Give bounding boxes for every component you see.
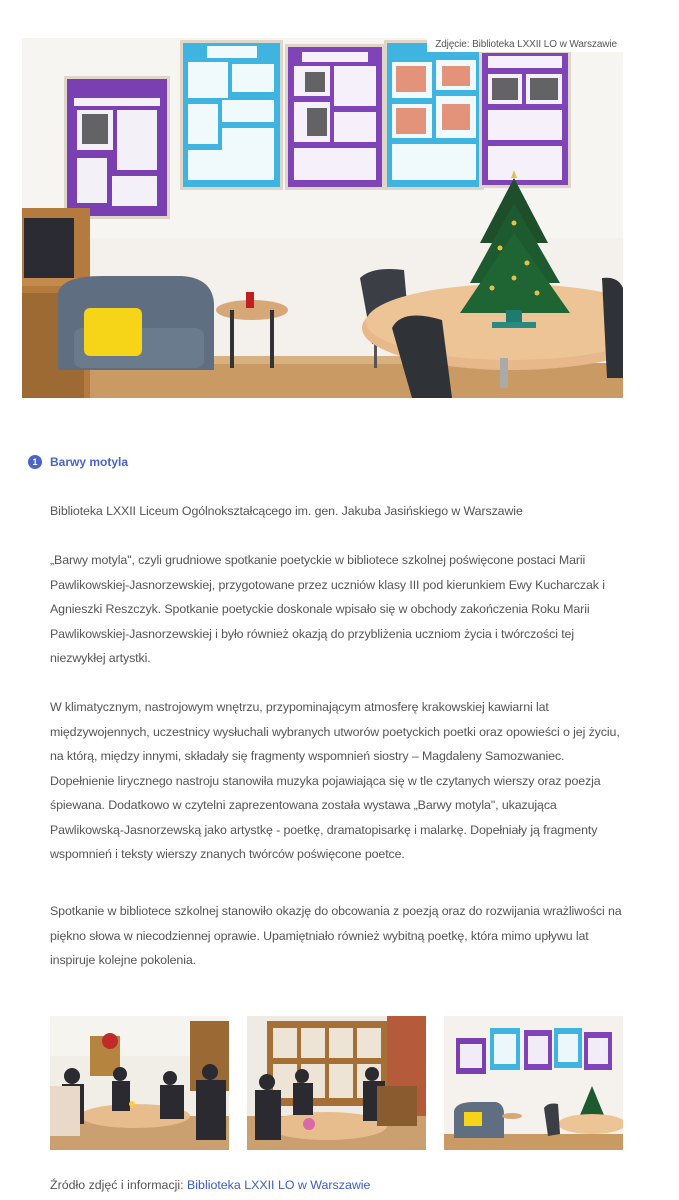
photo-credit-caption: Zdjęcie: Biblioteka LXXII LO w Warszawie: [427, 38, 623, 52]
source-prefix: Źródło zdjęć i informacji:: [50, 1178, 188, 1192]
paragraph-line: Dopełnienie lirycznego nastroju stanowiła muzyka pojawiająca się w tle czytanych wierszy oraz poezja: [50, 773, 601, 788]
article-paragraph-4: [50, 899, 630, 973]
hero-photo: [22, 38, 623, 398]
meeting-students-image: [50, 1016, 229, 1150]
paragraph-line: międzywojennych, uczestnicy wysłuchali wybranych utworów poetyckich poetki oraz opowieści o jej życiu,: [50, 724, 620, 739]
paragraph-line: Biblioteka LXXII Liceum Ogólnokształcącego im. gen. Jakuba Jasińskiego w Warszawie: [50, 504, 523, 518]
gallery-thumbnail-2[interactable]: [247, 1016, 426, 1150]
paragraph-line: śpiewana. Dodatkowo w czytelni zaprezentowana została wystawa „Barwy motyla", ukazująca: [50, 798, 557, 812]
paragraph-line: Pawlikowską-Jasnorzewską jako artystkę - poetkę, dramatopisarkę i malarkę. Dopełniały ją fragmenty: [50, 822, 598, 837]
paragraph-line: W klimatycznym, nastrojowym wnętrzu, przypominającym atmosferę krakowskiej kawiarni lat: [50, 700, 549, 714]
section-number-badge: 1: [28, 455, 42, 469]
paragraph-line: piękno słowa w niecodziennej oprawie. Upamiętniało również wybitną poetkę, która mimo upływu lat: [50, 928, 589, 943]
paragraph-line: wspomnień i teksty wierszy znanych twórców poświęcone poetce.: [50, 847, 405, 861]
gallery-thumbnail-3[interactable]: [444, 1016, 623, 1150]
reading-students-image: [247, 1016, 426, 1150]
article-paragraph-3: [50, 695, 630, 867]
source-credit: [50, 1178, 370, 1192]
library-room-image: [22, 38, 623, 398]
source-link[interactable]: Biblioteka LXXII LO w Warszawie: [187, 1178, 371, 1192]
paragraph-line: Pawlikowskiej-Jasnorzewskiej, przygotowane przez uczniów klasy III pod kierunkiem Ewy Kucharczak i: [50, 577, 605, 592]
exhibition-room-image: [444, 1016, 623, 1150]
article-paragraph-2: [50, 548, 630, 671]
paragraph-line: Pawlikowskiej-Jasnorzewskiej i było również okazją do przybliżenia uczniom życia i twórczości tej: [50, 626, 574, 641]
paragraph-line: niezwykłej artystki.: [50, 651, 151, 665]
paragraph-line: Spotkanie w bibliotece szkolnej stanowiło okazję do obcowania z poezją oraz do rozwijania wrażliwości na: [50, 904, 622, 918]
gallery-thumbnail-1[interactable]: [50, 1016, 229, 1150]
section-title: Barwy motyla: [50, 455, 129, 469]
paragraph-line: na którą, między innymi, składały się fragmenty wspomnień siostry – Magdaleny Samozwaniec.: [50, 749, 565, 763]
article-paragraph-1: [50, 499, 630, 524]
paragraph-line: „Barwy motyla", czyli grudniowe spotkanie poetyckie w bibliotece szkolnej poświęcone postaci Marii: [50, 553, 586, 567]
paragraph-line: inspiruje kolejne pokolenia.: [50, 953, 196, 967]
paragraph-line: Agnieszki Reszczyk. Spotkanie poetyckie doskonale wpisało się w obchody zakończenia Roku Marii: [50, 602, 590, 616]
section-heading: [28, 455, 128, 469]
